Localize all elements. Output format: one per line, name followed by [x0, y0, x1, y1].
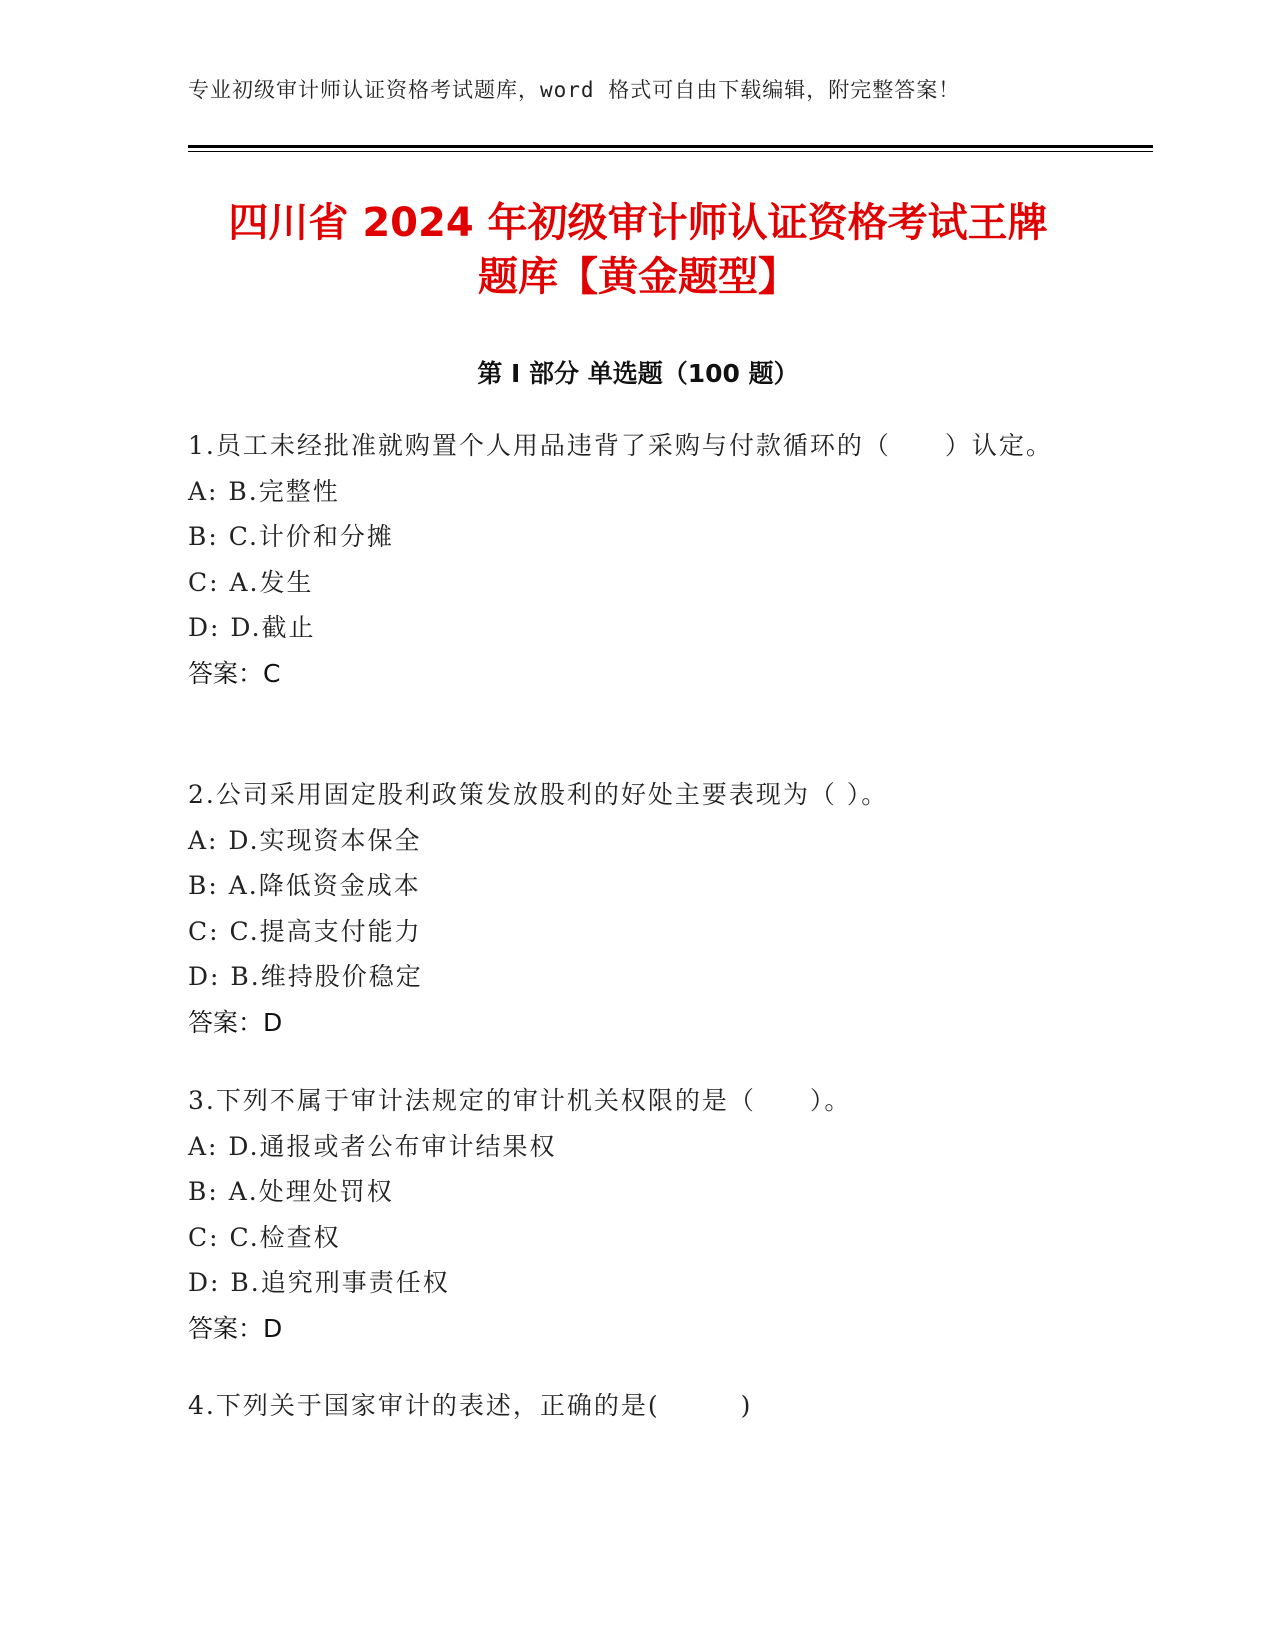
option-b: B: C.计价和分摊	[188, 522, 394, 551]
answer-line: 答案：D	[188, 1313, 283, 1343]
option-c: C: C.提高支付能力	[188, 916, 422, 946]
question-2	[188, 772, 1068, 1045]
option-c: C: A.发生	[188, 567, 314, 597]
document-title-line-1: 四川省 2024 年初级审计师认证资格考试王牌	[228, 200, 1048, 246]
option-a: A: B.完整性	[188, 476, 340, 506]
question-4	[188, 1383, 1068, 1429]
answer-line: 答案：C	[188, 658, 281, 688]
section-title: 第 I 部分 单选题（100 题）	[477, 359, 799, 388]
header-rule-thick	[188, 145, 1153, 148]
option-b: B: A.处理处罚权	[188, 1177, 394, 1206]
answer-line: 答案：D	[188, 1007, 283, 1037]
option-d: D: D.截止	[188, 613, 316, 642]
option-a: A: D.通报或者公布审计结果权	[188, 1131, 557, 1161]
option-a: A: D.实现资本保全	[188, 825, 422, 855]
document-title	[188, 196, 1088, 304]
question-3	[188, 1078, 1068, 1351]
header-note: 专业初级审计师认证资格考试题库，word 格式可自由下载编辑，附完整答案！	[188, 78, 961, 102]
document-title-line-2: 题库【黄金题型】	[478, 254, 798, 300]
question-stem: 1.员工未经批准就购置个人用品违背了采购与付款循环的（ ）认定。	[188, 431, 1053, 460]
question-stem: 3.下列不属于审计法规定的审计机关权限的是（ ）。	[188, 1086, 852, 1115]
option-d: D: B.追究刑事责任权	[188, 1268, 450, 1297]
option-d: D: B.维持股价稳定	[188, 962, 423, 991]
question-1	[188, 423, 1068, 696]
question-stem: 2.公司采用固定股利政策发放股利的好处主要表现为（ ）。	[188, 780, 889, 809]
option-b: B: A.降低资金成本	[188, 871, 421, 900]
option-c: C: C.检查权	[188, 1222, 341, 1252]
question-stem: 4.下列关于国家审计的表述，正确的是( )	[188, 1391, 753, 1420]
header-rule-thin	[188, 151, 1153, 152]
